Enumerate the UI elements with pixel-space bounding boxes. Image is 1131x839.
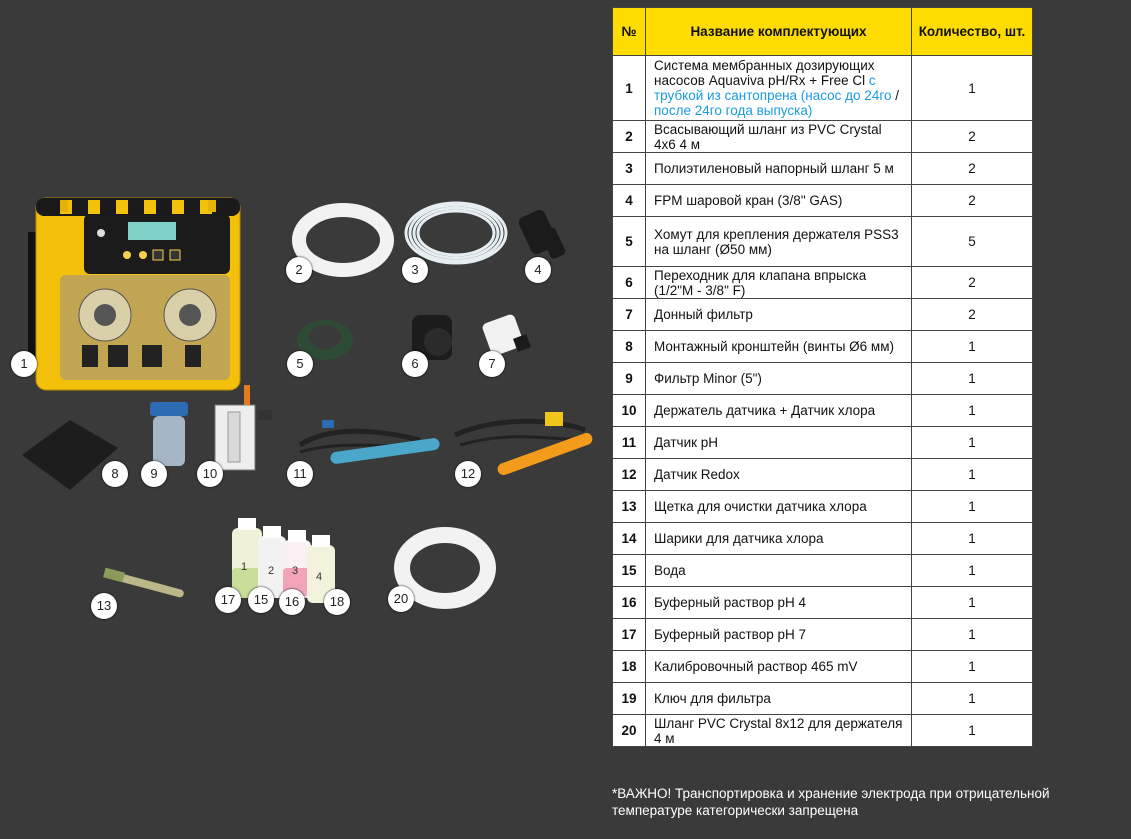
row-number: 11 [613, 427, 646, 459]
item-label-10: 10 [197, 461, 223, 487]
row-number: 20 [613, 715, 646, 747]
row-name: Датчик Redox [646, 459, 912, 491]
row-quantity: 1 [912, 651, 1033, 683]
row-number: 19 [613, 683, 646, 715]
row-name [646, 56, 912, 121]
row-quantity: 2 [912, 185, 1033, 217]
row-name: Переходник для клапана впрыска (1/2"M - 3/8" F) [646, 267, 912, 299]
table-header-row [613, 8, 1033, 56]
row-name: Буферный раствор pH 7 [646, 619, 912, 651]
table-row [613, 299, 1033, 331]
row-name: Ключ для фильтра [646, 683, 912, 715]
row-number: 17 [613, 619, 646, 651]
cleaning-brush [103, 568, 185, 599]
table-row [613, 331, 1033, 363]
table-row [613, 217, 1033, 267]
row-number: 13 [613, 491, 646, 523]
table-row [613, 363, 1033, 395]
row-number: 12 [613, 459, 646, 491]
row-number: 4 [613, 185, 646, 217]
row-name: Буферный раствор pH 4 [646, 587, 912, 619]
table-row [613, 153, 1033, 185]
table-row [613, 459, 1033, 491]
row-name: Фильтр Minor (5") [646, 363, 912, 395]
row-number: 10 [613, 395, 646, 427]
table-row [613, 491, 1033, 523]
calibration-bottles [232, 518, 335, 603]
item-label-8: 8 [102, 461, 128, 487]
row-number: 9 [613, 363, 646, 395]
table-row [613, 651, 1033, 683]
table-row [613, 587, 1033, 619]
row-name-separator: / [891, 88, 899, 103]
item-label-20: 20 [388, 586, 414, 612]
item-label-9: 9 [141, 461, 167, 487]
row-quantity: 1 [912, 523, 1033, 555]
bottle-label-2: 2 [268, 565, 275, 577]
row-name: Монтажный кронштейн (винты Ø6 мм) [646, 331, 912, 363]
table-row [613, 56, 1033, 121]
table-row [613, 427, 1033, 459]
row-quantity: 2 [912, 121, 1033, 153]
table-row [613, 267, 1033, 299]
row-quantity: 2 [912, 267, 1033, 299]
row-quantity: 1 [912, 555, 1033, 587]
item-label-12: 12 [455, 461, 481, 487]
item-label-17: 17 [215, 587, 241, 613]
row-name: Шарики для датчика хлора [646, 523, 912, 555]
item-label-13: 13 [91, 593, 117, 619]
item-label-7: 7 [479, 351, 505, 377]
row-name: FPM шаровой кран (3/8" GAS) [646, 185, 912, 217]
row-quantity: 2 [912, 153, 1033, 185]
row-number: 8 [613, 331, 646, 363]
item-label-15: 15 [248, 587, 274, 613]
row-number: 2 [613, 121, 646, 153]
table-row [613, 619, 1033, 651]
ph-sensor [300, 420, 440, 465]
row-number: 14 [613, 523, 646, 555]
header-name: Название комплектующих [646, 8, 912, 56]
santoprene-link-after-24[interactable]: после 24го года выпуска) [654, 103, 813, 118]
row-quantity: 1 [912, 363, 1033, 395]
row-name: Полиэтиленовый напорный шланг 5 м [646, 153, 912, 185]
row-quantity: 1 [912, 395, 1033, 427]
item-label-4: 4 [525, 257, 551, 283]
row-number: 16 [613, 587, 646, 619]
row-quantity: 1 [912, 56, 1033, 121]
bottle-label-4: 4 [316, 571, 323, 583]
row-number: 6 [613, 267, 646, 299]
table-row [613, 555, 1033, 587]
dosing-pump-unit [28, 198, 240, 390]
row-number: 7 [613, 299, 646, 331]
row-quantity: 1 [912, 587, 1033, 619]
row-name: Датчик pH [646, 427, 912, 459]
row-number: 15 [613, 555, 646, 587]
row-name: Шланг PVC Crystal 8x12 для держателя 4 м [646, 715, 912, 747]
components-table [612, 7, 1033, 747]
bottle-label-1: 1 [241, 561, 248, 573]
row-quantity: 2 [912, 299, 1033, 331]
table-row [613, 185, 1033, 217]
ball-valve [517, 208, 567, 260]
santoprene-link-before-24[interactable]: с трубкой из сантопрена (насос до 24го [654, 73, 892, 103]
row-quantity: 1 [912, 491, 1033, 523]
row-number: 3 [613, 153, 646, 185]
table-row [613, 523, 1033, 555]
row-quantity: 1 [912, 459, 1033, 491]
item-label-5: 5 [287, 351, 313, 377]
table-row [613, 395, 1033, 427]
row-name-text: Система мембранных дозирующих насосов Aquaviva pH/Rx + Free Cl [654, 58, 875, 88]
item-label-1: 1 [11, 351, 37, 377]
row-quantity: 1 [912, 427, 1033, 459]
row-quantity: 1 [912, 715, 1033, 747]
row-number: 5 [613, 217, 646, 267]
row-name: Держатель датчика + Датчик хлора [646, 395, 912, 427]
item-label-3: 3 [402, 257, 428, 283]
row-number: 18 [613, 651, 646, 683]
important-note: *ВАЖНО! Транспортировка и хранение электрода при отрицательной температуре категорически запрещена [612, 786, 1050, 818]
item-label-2: 2 [286, 257, 312, 283]
table-row [613, 121, 1033, 153]
header-number: № [613, 8, 646, 56]
item-label-16: 16 [279, 589, 305, 615]
row-name: Калибровочный раствор 465 mV [646, 651, 912, 683]
pressure-hose-coil [406, 203, 506, 263]
row-name: Всасывающий шланг из PVC Crystal 4x6 4 м [646, 121, 912, 153]
row-name: Щетка для очистки датчика хлора [646, 491, 912, 523]
item-label-6: 6 [402, 351, 428, 377]
row-quantity: 1 [912, 619, 1033, 651]
row-name: Хомут для крепления держателя PSS3 на шланг (Ø50 мм) [646, 217, 912, 267]
suction-hose-coil [299, 210, 387, 270]
header-quantity: Количество, шт. [912, 8, 1033, 56]
row-name: Донный фильтр [646, 299, 912, 331]
sensor-holder [215, 385, 272, 470]
table-row [613, 683, 1033, 715]
row-number: 1 [613, 56, 646, 121]
row-quantity: 1 [912, 683, 1033, 715]
item-label-18: 18 [324, 589, 350, 615]
item-label-11: 11 [287, 461, 313, 487]
crystal-hose-coil [402, 535, 488, 601]
row-name: Вода [646, 555, 912, 587]
row-quantity: 5 [912, 217, 1033, 267]
row-quantity: 1 [912, 331, 1033, 363]
minor-filter [150, 402, 188, 466]
bottle-label-3: 3 [292, 565, 299, 577]
table-row [613, 715, 1033, 747]
